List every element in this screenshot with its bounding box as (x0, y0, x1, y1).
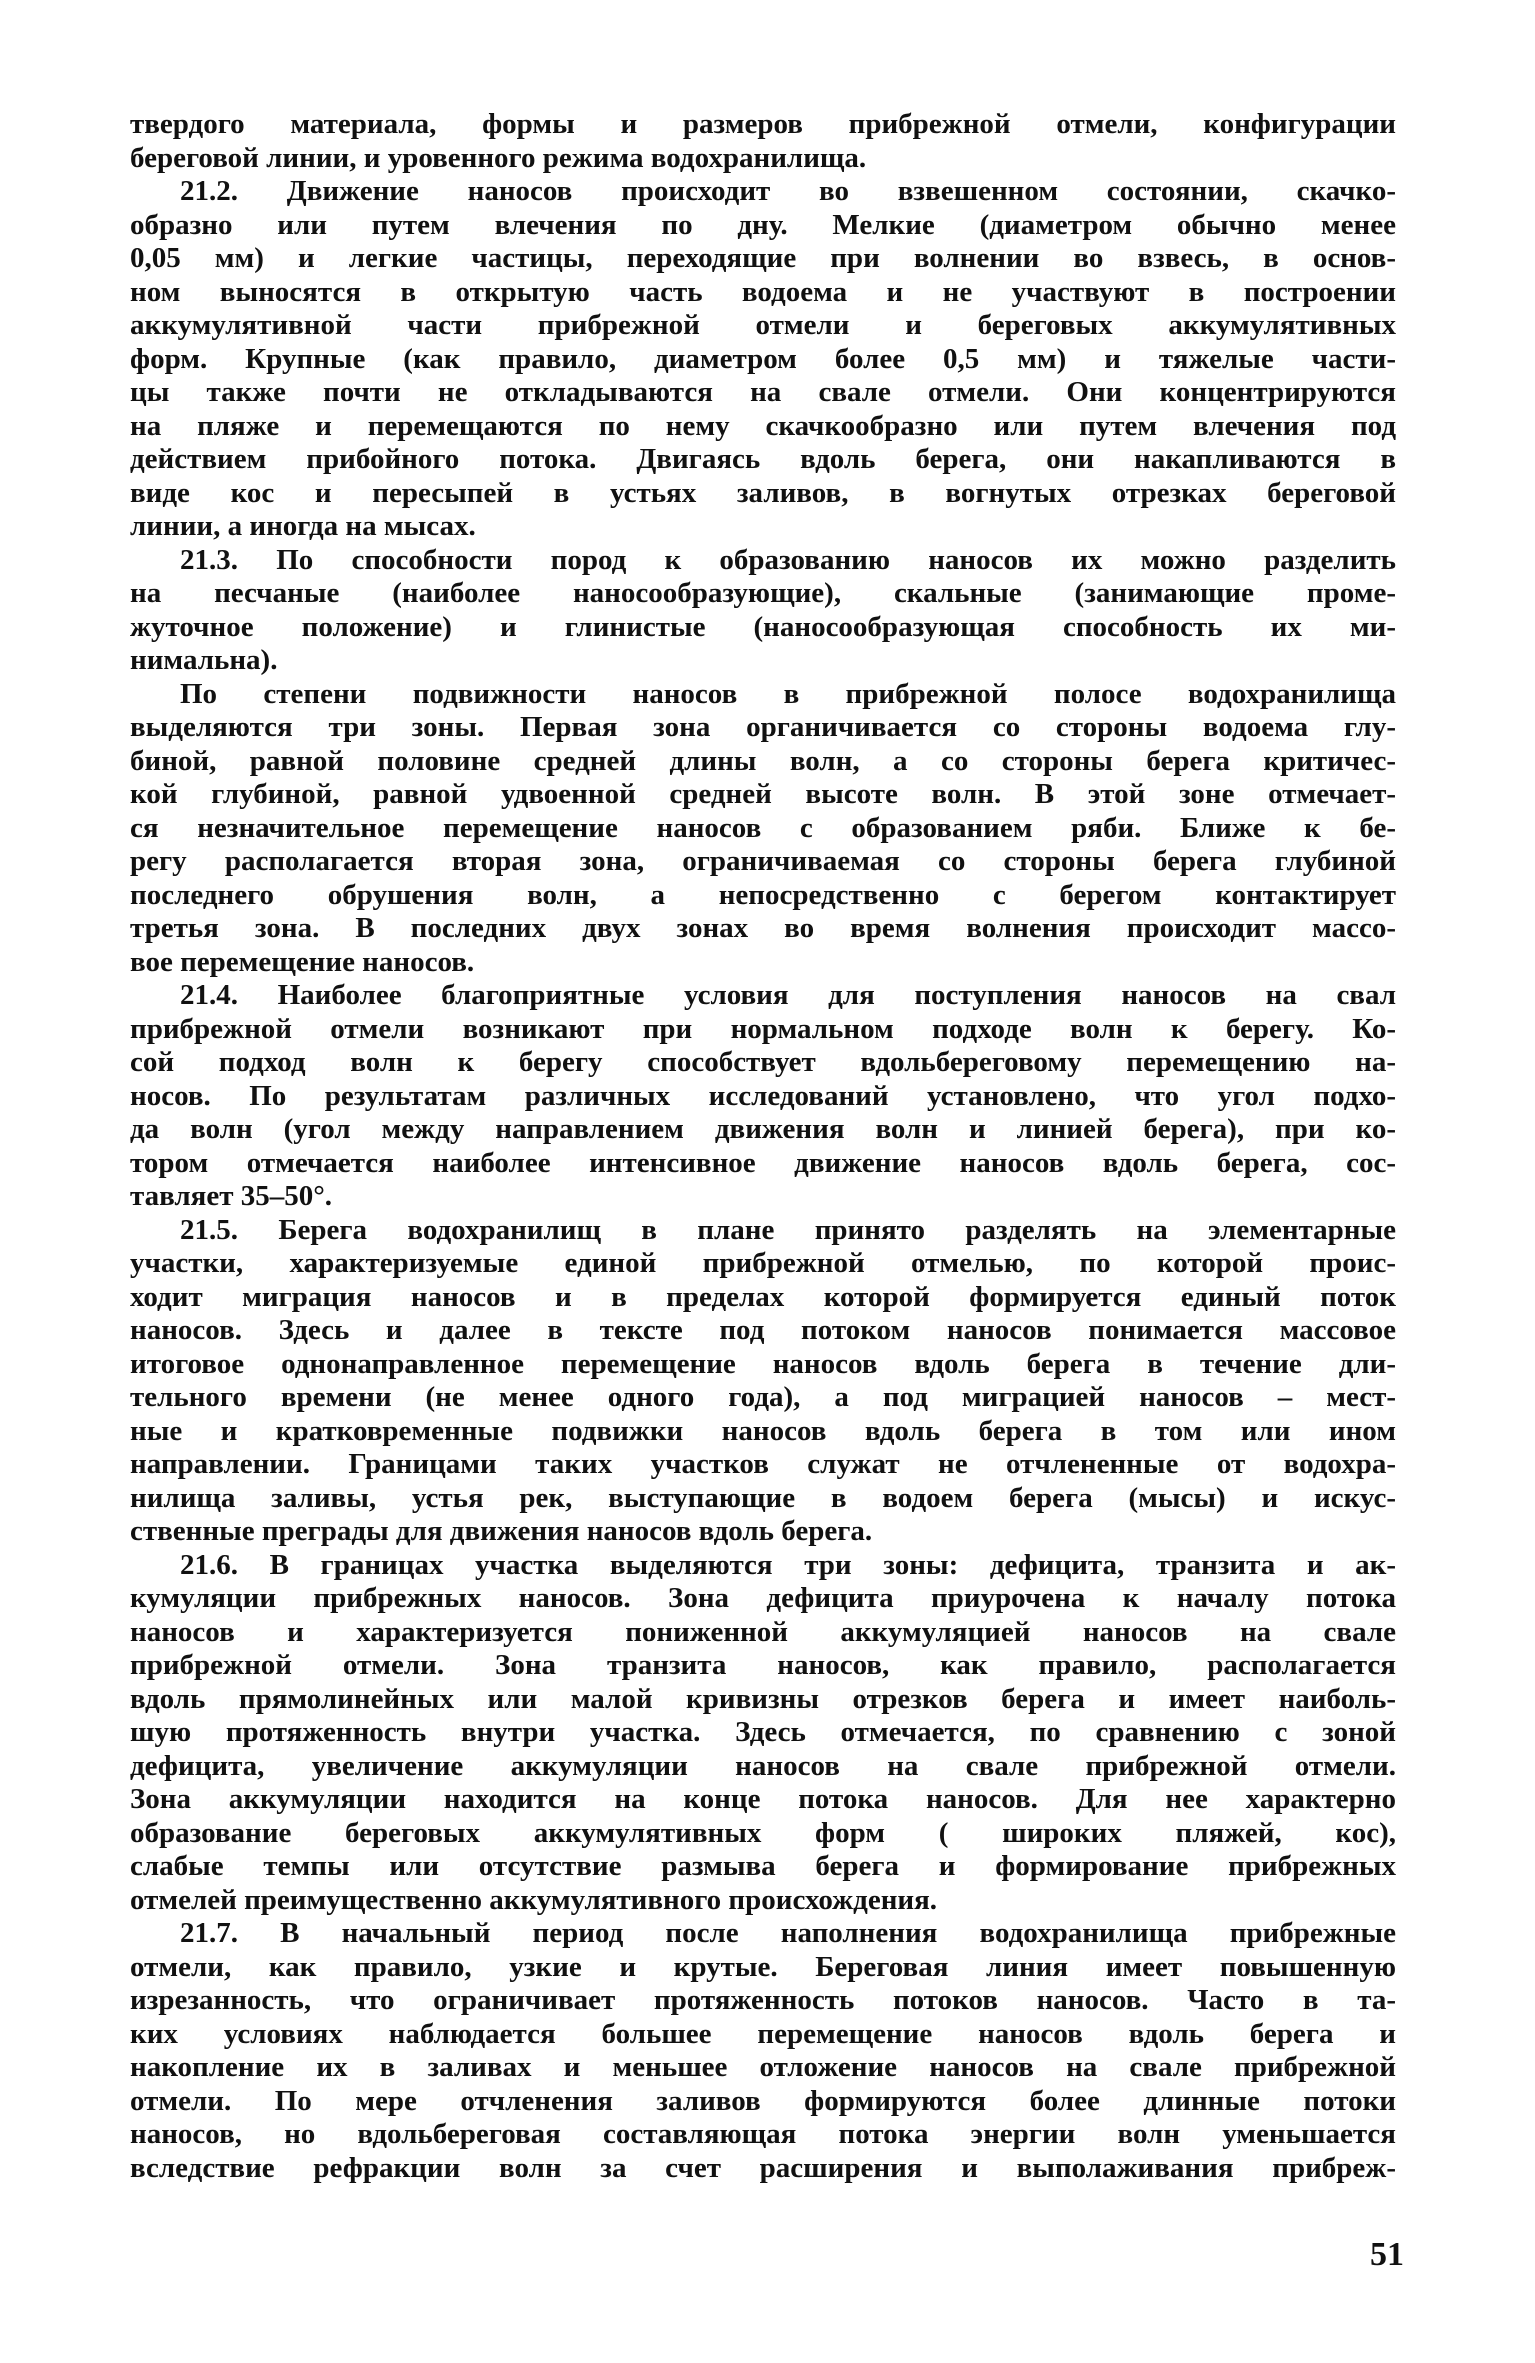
text-line: тором отмечается наиболее интенсивное движение наносов вдоль берега, сос- (130, 1146, 1396, 1179)
text-line: вдоль прямолинейных или малой кривизны отрезков берега и имеет наиболь- (130, 1682, 1396, 1715)
text-line: 21.2. Движение наносов происходит во взвешенном состоянии, скачко- (180, 175, 1396, 207)
text-line: твердого материала, формы и размеров прибрежной отмели, конфигурации (130, 108, 1396, 140)
text-line: отмели, как правило, узкие и крутые. Береговая линия имеет повышенную (130, 1950, 1396, 1983)
text-line: виде кос и пересыпей в устьях заливов, в вогнутых отрезках береговой (130, 476, 1396, 509)
text-line: прибрежной отмели. Зона транзита наносов, как правило, располагается (130, 1649, 1396, 1681)
text-line: кумуляции прибрежных наносов. Зона дефицита приурочена к началу потока (130, 1582, 1396, 1614)
text-line: ном выносятся в открытую часть водоема и не участвуют в построении (130, 275, 1396, 308)
text-line: 0,05 мм) и легкие частицы, переходящие при волнении во взвесь, в основ- (130, 242, 1396, 274)
text-line: 21.4. Наиболее благоприятные условия для поступления наносов на свал (180, 979, 1396, 1011)
text-line: регу располагается вторая зона, ограничиваемая со стороны берега глубиной (130, 845, 1396, 877)
page-number: 51 (1370, 2236, 1404, 2273)
paragraph (130, 1214, 1396, 1549)
paragraph (130, 678, 1396, 980)
text-line: наносов и характеризуется пониженной аккумуляцией наносов на свале (130, 1615, 1396, 1648)
text-line: третья зона. В последних двух зонах во время волнения происходит массо- (130, 912, 1396, 944)
text-line: сой подход волн к берегу способствует вдольбереговому перемещению на- (130, 1046, 1396, 1078)
text-line: выделяются три зоны. Первая зона органичивается со стороны водоема глу- (130, 711, 1396, 743)
text-line: действием прибойного потока. Двигаясь вдоль берега, они накапливаются в (130, 443, 1396, 475)
text-line: тельного времени (не менее одного года), а под миграцией наносов – мест- (130, 1381, 1396, 1413)
text-line: да волн (угол между направлением движения волн и линией берега), при ко- (130, 1113, 1396, 1145)
text-line: цы также почти не откладываются на свале отмели. Они концентрируются (130, 376, 1396, 408)
text-line: береговой линии, и уровенного режима водохранилища. (130, 141, 867, 174)
text-line: отмелей преимущественно аккумулятивного происхождения. (130, 1883, 938, 1916)
text-line: слабые темпы или отсутствие размыва берега и формирование прибрежных (130, 1850, 1396, 1882)
text-line: нилища заливы, устья рек, выступающие в водоем берега (мысы) и искус- (130, 1481, 1396, 1514)
text-line: форм. Крупные (как правило, диаметром более 0,5 мм) и тяжелые части- (130, 342, 1396, 375)
text-line: ные и кратковременные подвижки наносов вдоль берега в том или ином (130, 1414, 1396, 1447)
text-line: биной, равной половине средней длины волн, а со стороны берега критичес- (130, 744, 1396, 777)
text-line: 21.6. В границах участка выделяются три зоны: дефицита, транзита и ак- (180, 1548, 1396, 1581)
text-line: 21.3. По способности пород к образованию наносов их можно разделить (180, 543, 1396, 576)
text-line: 21.5. Берега водохранилищ в плане принято разделять на элементарные (180, 1213, 1396, 1246)
text-line: аккумулятивной части прибрежной отмели и береговых аккумулятивных (130, 309, 1396, 341)
paragraph (130, 1549, 1396, 1918)
text-line: направлении. Границами таких участков служат не отчлененные от водохра- (130, 1448, 1396, 1480)
text-line: шую протяженность внутри участка. Здесь отмечается, по сравнению с зоной (130, 1716, 1396, 1748)
paragraph (130, 544, 1396, 678)
text-line: линии, а иногда на мысах. (130, 510, 476, 542)
paragraph (130, 979, 1396, 1214)
text-line: накопление их в заливах и меньшее отложение наносов на свале прибрежной (130, 2051, 1396, 2083)
text-line: жуточное положение) и глинистые (наносообразующая способность их ми- (130, 610, 1396, 643)
text-line: нимальна). (130, 644, 278, 676)
text-line: ся незначительное перемещение наносов с образованием ряби. Ближе к бе- (130, 811, 1396, 844)
text-line: носов. По результатам различных исследований установлено, что угол подхо- (130, 1079, 1396, 1112)
text-line: на песчаные (наиболее наносообразующие), скальные (занимающие проме- (130, 577, 1396, 609)
text-line: дефицита, увеличение аккумуляции наносов на свале прибрежной отмели. (130, 1749, 1396, 1782)
text-line: прибрежной отмели возникают при нормальном подходе волн к берегу. Ко- (130, 1012, 1396, 1045)
body-text (130, 108, 1396, 2185)
text-line: вследствие рефракции волн за счет расширения и выполаживания прибреж- (130, 2151, 1396, 2184)
text-line: тавляет 35–50°. (130, 1180, 333, 1212)
paragraph (130, 175, 1396, 544)
paragraph (130, 108, 1396, 175)
paragraph (130, 1917, 1396, 2185)
text-line: участки, характеризуемые единой прибрежной отмелью, по которой проис- (130, 1247, 1396, 1279)
text-line: Зона аккумуляции находится на конце потока наносов. Для нее характерно (130, 1783, 1396, 1815)
text-line: на пляже и перемещаются по нему скачкообразно или путем влечения под (130, 409, 1396, 442)
text-line: ких условиях наблюдается большее перемещение наносов вдоль берега и (130, 2017, 1396, 2050)
text-line: 21.7. В начальный период после наполнения водохранилища прибрежные (180, 1917, 1396, 1949)
text-line: наносов, но вдольбереговая составляющая потока энергии волн уменьшается (130, 2118, 1396, 2150)
text-line: вое перемещение наносов. (130, 945, 475, 978)
text-line: отмели. По мере отчленения заливов формируются более длинные потоки (130, 2084, 1396, 2117)
text-line: ходит миграция наносов и в пределах которой формируется единый поток (130, 1280, 1396, 1313)
text-line: наносов. Здесь и далее в тексте под потоком наносов понимается массовое (130, 1314, 1396, 1346)
text-line: образно или путем влечения по дну. Мелкие (диаметром обычно менее (130, 208, 1396, 241)
text-line: образование береговых аккумулятивных форм ( широких пляжей, кос), (130, 1816, 1396, 1849)
text-line: По степени подвижности наносов в прибрежной полосе водохранилища (180, 677, 1396, 710)
text-line: кой глубиной, равной удвоенной средней высоте волн. В этой зоне отмечает- (130, 778, 1396, 810)
text-line: изрезанность, что ограничивает протяженность потоков наносов. Часто в та- (130, 1984, 1396, 2016)
text-line: ственные преграды для движения наносов вдоль берега. (130, 1515, 873, 1547)
text-line: итоговое однонаправленное перемещение наносов вдоль берега в течение дли- (130, 1347, 1396, 1380)
text-line: последнего обрушения волн, а непосредственно с берегом контактирует (130, 878, 1396, 911)
